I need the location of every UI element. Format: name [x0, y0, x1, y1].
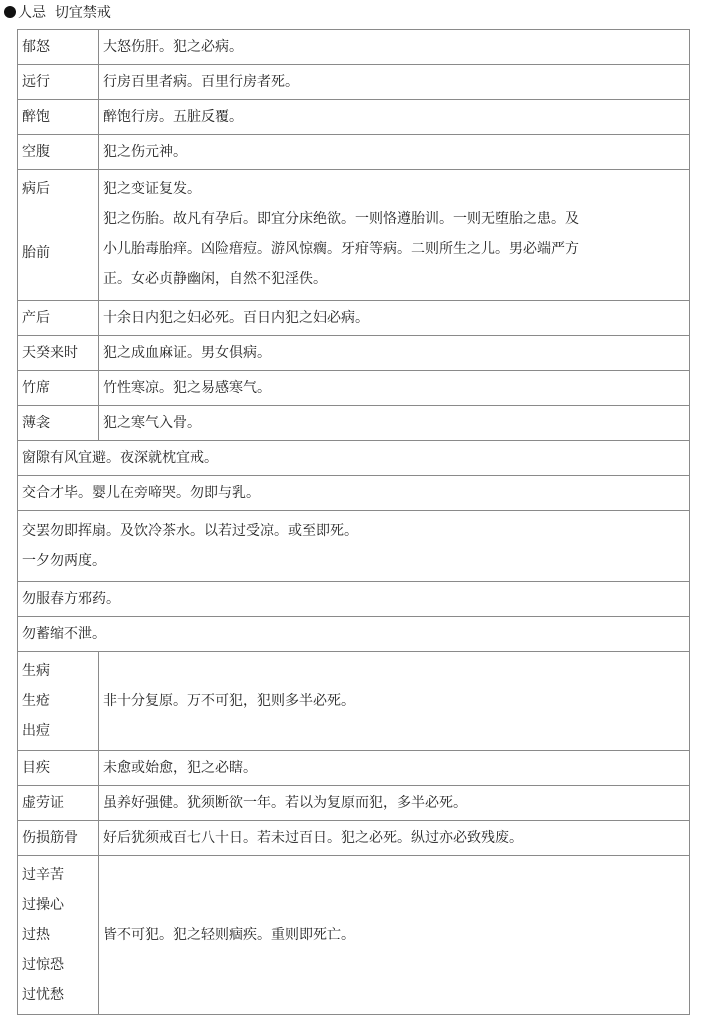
row-label: 虚劳证 — [18, 786, 99, 821]
page-title-text: 人忌 切宜禁戒 — [18, 5, 111, 21]
row-text-line: 交罢勿即挥扇。及饮冷茶水。以若过受凉。或至即死。 — [22, 523, 358, 539]
row-text: 非十分复原。万不可犯，犯则多半必死。 — [99, 652, 690, 751]
row-text-line: 一夕勿两度。 — [22, 553, 106, 569]
table-row — [18, 856, 690, 1015]
row-text-line: 小儿胎毒胎痒。凶险瘄痘。游风惊瘸。牙疳等病。二则所生之儿。男必端严方 — [103, 241, 579, 257]
table-row — [18, 406, 690, 441]
row-full-text: 交合才毕。婴儿在旁啼哭。勿即与乳。 — [18, 476, 690, 511]
table-row — [18, 786, 690, 821]
row-full-text: 窗隙有风宜避。夜深就枕宜戒。 — [18, 441, 690, 476]
row-label: 过忧愁 — [22, 987, 64, 1003]
row-label-group — [18, 170, 99, 301]
row-text: 十余日内犯之妇必死。百日内犯之妇必病。 — [99, 301, 690, 336]
row-full-text: 勿蓄缩不泄。 — [18, 617, 690, 652]
row-label-group — [18, 652, 99, 751]
row-label: 生疮 — [22, 693, 50, 709]
table-row — [18, 65, 690, 100]
row-label: 出痘 — [22, 723, 50, 739]
row-text: 行房百里者病。百里行房者死。 — [99, 65, 690, 100]
row-label: 空腹 — [18, 135, 99, 170]
table-row — [18, 617, 690, 652]
table-row — [18, 751, 690, 786]
row-full-text-group — [18, 511, 690, 582]
row-text-group — [99, 170, 690, 301]
row-label: 过辛苦 — [22, 867, 64, 883]
row-text: 皆不可犯。犯之轻则痼疾。重则即死亡。 — [99, 856, 690, 1015]
row-text: 好后犹须戒百七八十日。若未过百日。犯之必死。纵过亦必致残废。 — [99, 821, 690, 856]
row-label: 生病 — [22, 663, 50, 679]
table-row — [18, 652, 690, 751]
row-text: 未愈或始愈，犯之必瞎。 — [99, 751, 690, 786]
row-label: 远行 — [18, 65, 99, 100]
row-label: 过热 — [22, 927, 50, 943]
rules-table — [17, 29, 690, 1015]
row-text-line: 犯之变证复发。 — [103, 181, 201, 197]
row-label: 目疾 — [18, 751, 99, 786]
row-text: 大怒伤肝。犯之必病。 — [99, 30, 690, 65]
row-label: 醉饱 — [18, 100, 99, 135]
bullet-icon — [4, 6, 16, 18]
page-title — [4, 2, 111, 24]
row-text: 醉饱行房。五脏反覆。 — [99, 100, 690, 135]
table-row — [18, 135, 690, 170]
row-text: 虽养好强健。犹须断欲一年。若以为复原而犯，多半必死。 — [99, 786, 690, 821]
table-row — [18, 582, 690, 617]
table-row — [18, 336, 690, 371]
row-text: 犯之寒气入骨。 — [99, 406, 690, 441]
row-label: 伤损筋骨 — [18, 821, 99, 856]
row-label: 病后 — [22, 181, 50, 197]
table-row — [18, 511, 690, 582]
row-label: 天癸来时 — [18, 336, 99, 371]
table-row — [18, 301, 690, 336]
row-label: 竹席 — [18, 371, 99, 406]
row-label: 郁怒 — [18, 30, 99, 65]
table-row — [18, 821, 690, 856]
table-row — [18, 170, 690, 301]
row-label-group — [18, 856, 99, 1015]
table-row — [18, 30, 690, 65]
row-text: 竹性寒凉。犯之易感寒气。 — [99, 371, 690, 406]
row-label: 过操心 — [22, 897, 64, 913]
row-label: 产后 — [18, 301, 99, 336]
row-text: 犯之伤元神。 — [99, 135, 690, 170]
row-text: 犯之成血麻证。男女俱病。 — [99, 336, 690, 371]
table-row — [18, 441, 690, 476]
table-row — [18, 100, 690, 135]
row-text-line: 犯之伤胎。故凡有孕后。即宜分床绝欲。一则恪遵胎训。一则无堕胎之患。及 — [103, 211, 579, 227]
row-label: 薄衾 — [18, 406, 99, 441]
row-label: 过惊恐 — [22, 957, 64, 973]
table-row — [18, 371, 690, 406]
row-label: 胎前 — [22, 245, 50, 261]
table-row — [18, 476, 690, 511]
row-text-line: 正。女必贞静幽闲，自然不犯淫佚。 — [103, 271, 327, 287]
row-full-text: 勿服春方邪药。 — [18, 582, 690, 617]
